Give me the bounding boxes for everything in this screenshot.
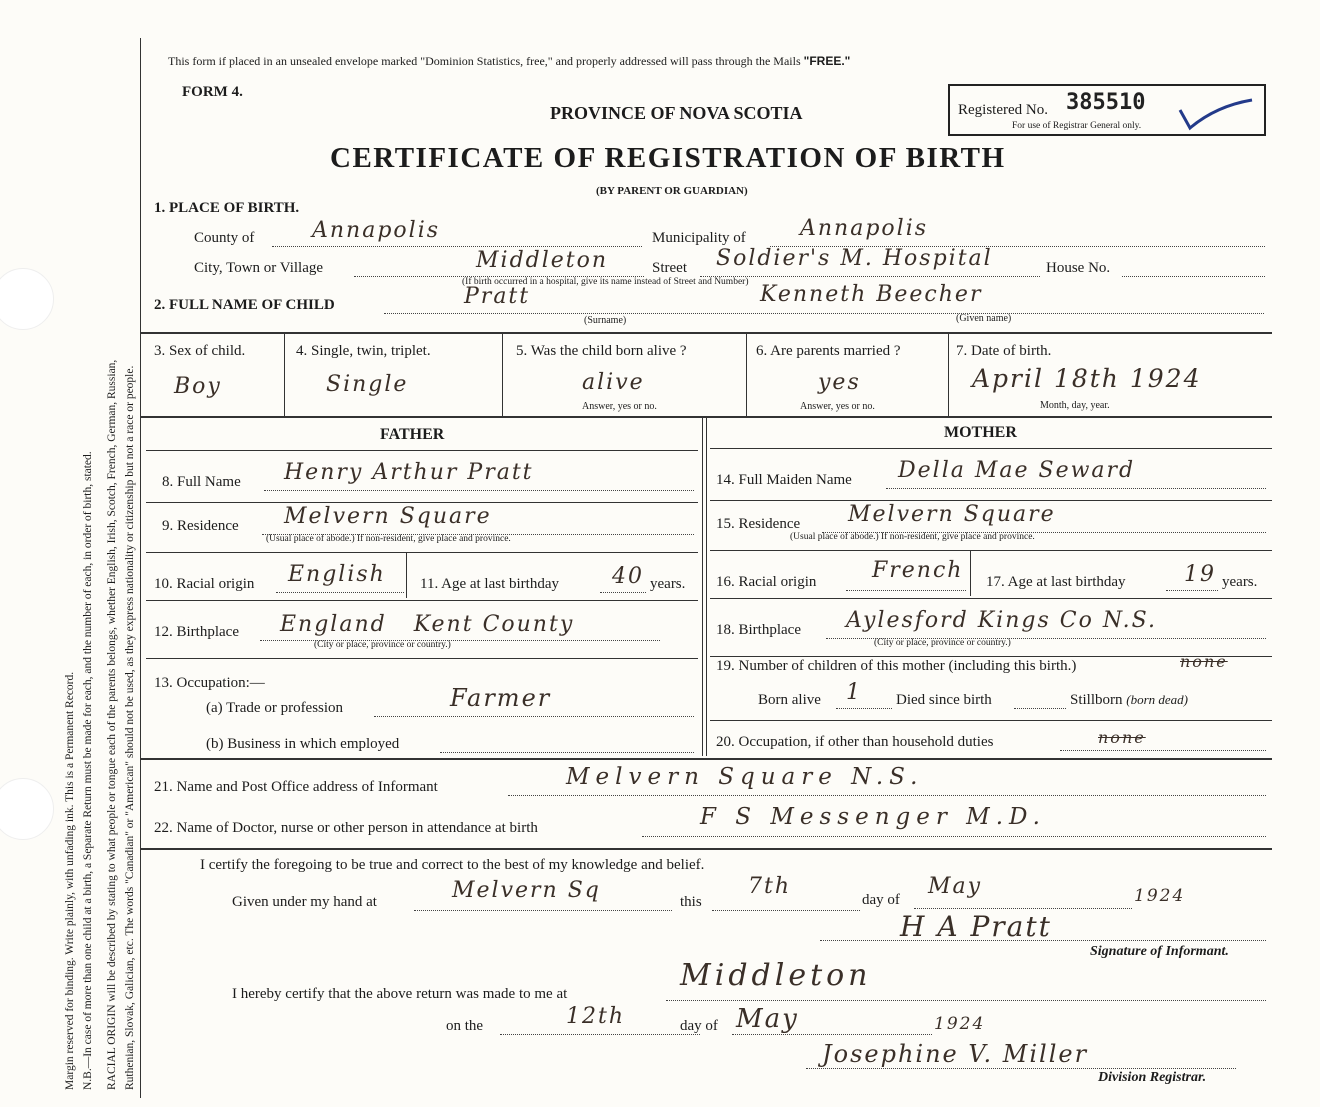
doctor-line [642,836,1266,837]
father-trade-label: (a) Trade or profession [206,700,344,716]
registrar-signature-label: Division Registrar. [1098,1070,1207,1085]
rule-right-2 [710,500,1272,501]
surname-note: (Surname) [584,315,627,326]
stillborn-label [1070,692,1188,709]
dob-value: April 18th 1924 [972,364,1202,393]
mother-name-line [886,488,1266,489]
mother-age-label: 17. Age at last birthday [986,574,1126,590]
certificate-title: CERTIFICATE OF REGISTRATION OF BIRTH [330,142,1006,174]
signature-line [820,940,1266,941]
father-residence-note: (Usual place of abode.) If non-resident, give place and province. [266,534,511,544]
mother-heading: MOTHER [944,424,1017,441]
mother-occupation-line [1060,750,1266,751]
alive-value: alive [582,370,645,395]
rule-right-6 [710,720,1272,721]
registrar-place-value: Middleton [680,958,872,993]
informant-label: 21. Name and Post Office address of Informant [154,779,438,795]
rule-left-4 [146,600,698,601]
father-racial-divider [406,553,407,598]
father-residence-label: 9. Residence [162,518,239,534]
stillborn-text: Stillborn [1070,692,1123,708]
registrar-day-line [500,1034,700,1035]
checkmark-icon [1176,92,1256,132]
rule-4 [140,848,1272,850]
mother-children-value: none [1180,652,1228,671]
father-name-value: Henry Arthur Pratt [284,460,534,485]
father-trade-line [374,716,694,717]
plurality-label: 4. Single, twin, triplet. [296,343,431,359]
mother-age-value: 19 [1184,562,1216,587]
registrar-month-value: May [736,1004,799,1034]
day-line [712,910,860,911]
registrar-signature: Josephine V. Miller [822,1040,1089,1068]
child-name-line [384,313,1264,314]
sex-value: Boy [174,374,222,399]
county-label: County of [194,230,255,246]
side-note-3: RACIAL ORIGIN will be described by stating to what people or tongue each of the parents belongs, whether English, Irish, Scotch, French, German, Russian, [106,359,118,1090]
mother-residence-value: Melvern Square [848,502,1056,527]
mail-notice [168,54,850,69]
registrar-note: For use of Registrar General only. [1012,121,1142,131]
city-value: Middleton [476,248,609,273]
died-label: Died since birth [896,692,992,708]
mail-notice-text: This form if placed in an unsealed envelope marked "Dominion Statistics, free," and properly addressed will pass through the Mails [168,54,801,68]
municipality-label: Municipality of [652,230,746,246]
col-rule-4 [948,333,949,416]
registrar-month-line [732,1034,932,1035]
father-age-unit: years. [650,576,686,592]
mother-occupation-value: none [1098,728,1146,747]
mother-racial-divider [970,551,971,596]
father-heading: FATHER [380,426,445,443]
registrar-year-value: 1924 [934,1014,986,1034]
mother-residence-label: 15. Residence [716,516,801,532]
on-the-label: on the [446,1018,484,1034]
col-rule-2 [502,333,503,416]
father-birthplace-note: (City or place, province or country.) [314,640,451,650]
cert-month-value: May [928,874,983,899]
col-rule-1 [284,333,285,416]
dob-note: Month, day, year. [1040,400,1110,411]
registered-number: 385510 [1066,90,1146,115]
certify-statement: I certify the foregoing to be true and correct to the best of my knowledge and belief. [200,857,705,873]
father-business-line [440,752,694,753]
street-label: Street [652,260,687,276]
alive-note: Answer, yes or no. [582,401,657,412]
father-name-label: 8. Full Name [162,474,241,490]
county-value: Annapolis [312,218,441,243]
city-label: City, Town or Village [194,260,324,276]
father-trade-value: Farmer [450,684,552,712]
house-label: House No. [1046,260,1111,276]
father-occupation-label: 13. Occupation:— [154,675,265,691]
child-surname-value: Pratt [464,284,531,309]
mother-racial-line [846,590,966,591]
child-name-label: 2. FULL NAME OF CHILD [154,297,335,313]
father-business-label: (b) Business in which employed [206,736,400,752]
place-heading: 1. PLACE OF BIRTH. [154,200,300,216]
rule-right-1 [710,448,1272,449]
this-label: this [680,894,702,910]
rule-left-5 [146,658,698,659]
house-line [1122,276,1265,277]
province-title: PROVINCE OF NOVA SCOTIA [550,103,803,123]
father-birthplace-label: 12. Birthplace [154,624,239,640]
form-left-border [140,38,141,1098]
mother-age-unit: years. [1222,574,1258,590]
sex-label: 3. Sex of child. [154,343,246,359]
municipality-value: Annapolis [800,216,929,241]
side-note-1: Margin reserved for binding. Write plainly, with unfading ink. This is a Permanent Record. [64,671,76,1090]
married-note: Answer, yes or no. [800,401,875,412]
doctor-label: 22. Name of Doctor, nurse or other person in attendance at birth [154,820,538,836]
mother-birthplace-value: Aylesford Kings Co N.S. [846,608,1157,633]
hospital-note: (If birth occurred in a hospital, give its name instead of Street and Number) [462,277,749,287]
child-given-value: Kenneth Beecher [760,282,983,307]
mother-name-value: Della Mae Seward [898,458,1136,483]
married-label: 6. Are parents married ? [756,343,901,359]
given-label: Given under my hand at [232,894,377,910]
mother-name-label: 14. Full Maiden Name [716,472,852,488]
rule-left-1 [146,450,698,451]
father-age-label: 11. Age at last birthday [420,576,559,592]
married-value: yes [818,370,861,395]
side-note-4: Ruthenian, Slovak, Galician, etc. The words "Canadian" or "American" should not be used, as they express nationality or citizenship but not a race or people. [124,365,136,1090]
plurality-value: Single [326,372,409,397]
registrar-place-line [666,1000,1266,1001]
given-note: (Given name) [956,313,1012,324]
punch-hole-top [0,268,54,330]
mother-residence-note: (Usual place of abode.) If non-resident, give place and province. [790,532,1035,542]
registrar-statement: I hereby certify that the above return was made to me at [232,986,568,1002]
rule-right-4 [710,598,1272,599]
given-place-line [414,910,672,911]
registrar-signature-line [806,1068,1236,1069]
cert-year-value: 1924 [1134,886,1186,906]
side-note-2: N.B.—In case of more than one child at a birth, a Separate Return must be made for each, and the number of each, in order of birth, stated. [82,451,94,1090]
rule-1 [140,332,1272,334]
form-number: FORM 4. [182,84,243,100]
given-place-value: Melvern Sq [452,878,601,903]
rule-right-3 [710,550,1272,551]
registrar-day-value: 12th [566,1004,626,1029]
dob-label: 7. Date of birth. [956,343,1052,359]
rule-left-3 [146,552,698,553]
father-racial-label: 10. Racial origin [154,576,255,592]
doctor-value: F S Messenger M.D. [700,804,1046,830]
certificate-subtitle: (BY PARENT OR GUARDIAN) [596,185,748,197]
stillborn-note: (born dead) [1126,692,1189,707]
center-double-rule-b [706,418,707,756]
born-alive-label: Born alive [758,692,821,708]
mother-racial-value: French [872,558,964,583]
born-alive-line [836,708,892,709]
father-age-line [600,592,646,593]
center-double-rule-a [702,418,703,756]
father-age-value: 40 [612,564,644,589]
punch-hole-bottom [0,778,54,840]
mother-birthplace-note: (City or place, province or country.) [874,638,1011,648]
father-racial-line [276,592,404,593]
cert-day-value: 7th [748,874,792,899]
father-racial-value: English [288,562,386,587]
mother-occupation-label: 20. Occupation, if other than household duties [716,734,994,750]
month-line [914,908,1132,909]
born-alive-value: 1 [846,680,862,705]
cert-day-of-label: day of [862,892,900,908]
mother-age-line [1166,590,1218,591]
informant-line [508,795,1266,796]
alive-label: 5. Was the child born alive ? [516,343,687,359]
mail-free-text: "FREE." [803,54,851,68]
street-value: Soldier's M. Hospital [716,246,993,271]
informant-value: Melvern Square N.S. [566,764,924,790]
mother-birthplace-label: 18. Birthplace [716,622,801,638]
informant-signature: H A Pratt [900,910,1052,943]
county-line [272,246,642,247]
col-rule-3 [746,333,747,416]
informant-signature-label: Signature of Informant. [1090,944,1229,959]
father-name-line [264,490,694,491]
father-birthplace-value: England Kent County [280,612,575,637]
mother-children-label: 19. Number of children of this mother (including this birth.) [716,658,1077,674]
registered-label: Registered No. [958,102,1048,118]
registrar-day-of-label: day of [680,1018,718,1034]
rule-left-2 [146,502,698,503]
father-residence-value: Melvern Square [284,504,492,529]
registered-box [948,84,1266,136]
died-line [1014,708,1066,709]
mother-racial-label: 16. Racial origin [716,574,817,590]
rule-3 [140,758,1272,760]
street-line [700,276,1040,277]
